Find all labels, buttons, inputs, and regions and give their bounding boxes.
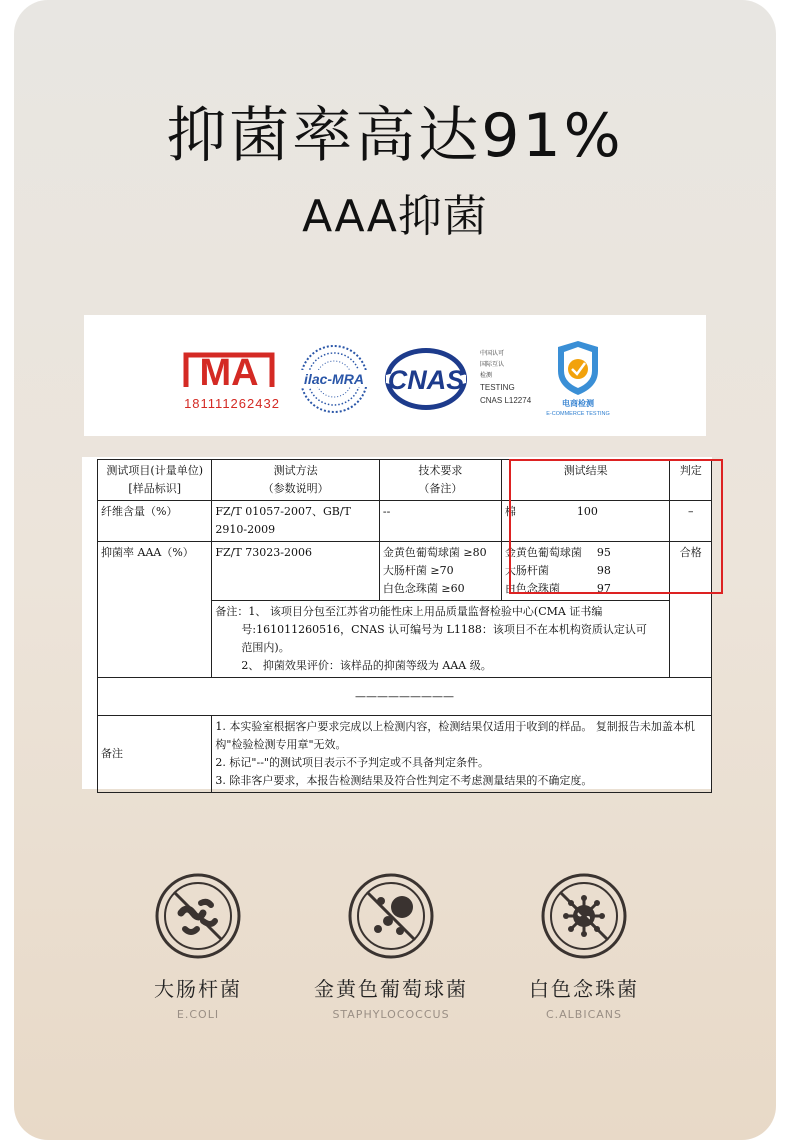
bacteria-name-cn: 金黄色葡萄球菌 [314, 977, 468, 1001]
test-report [82, 457, 712, 789]
row1-item: 纤维含量（%） [98, 501, 212, 542]
cnas-note [480, 349, 532, 405]
bacteria-item-staphylococcus [311, 873, 471, 1021]
row1-method: FZ/T 01057-2007、GB/T 2910-2009 [212, 501, 379, 542]
header-judge: 判定 [670, 460, 712, 501]
bacteria-item-ecoli [118, 873, 278, 1021]
ecom-cn: 电商检测 [562, 399, 594, 408]
cnas-text: CNAS [387, 365, 465, 395]
svg-text:中国认可: 中国认可 [480, 351, 505, 357]
headline: 抑菌率高达91% [166, 101, 624, 171]
header-method: 测试方法 （参数说明） [212, 460, 379, 501]
bacteria-name-en: STAPHYLOCOCCUS [332, 1008, 450, 1021]
bacteria-name-cn: 白色念珠菌 [529, 977, 639, 1001]
cma-number: 181111262432 [184, 396, 280, 411]
row1-req: -- [379, 501, 501, 542]
svg-text:检测: 检测 [480, 373, 493, 379]
svg-text:CNAS L12274: CNAS L12274 [480, 396, 532, 405]
svg-text:TESTING: TESTING [480, 383, 515, 392]
header-req: 技术要求 （备注） [379, 460, 501, 501]
ecommerce-testing-logo [546, 341, 609, 417]
cnas-logo [385, 348, 467, 410]
candida-icon [541, 873, 627, 959]
row2-judge: 合格 [670, 542, 712, 678]
row1-judge: – [670, 501, 712, 542]
subheadline: AAA抑菌 [302, 191, 488, 242]
cma-logo [184, 352, 280, 411]
bacteria-name-cn: 大肠杆菌 [154, 977, 242, 1001]
header-result: 测试结果 [501, 460, 670, 501]
ecom-en: E-COMMERCE TESTING [546, 411, 610, 417]
notes-label: 备注 [98, 716, 212, 793]
ilac-text: ilac-MRA [304, 371, 364, 387]
poster-card [14, 0, 776, 1140]
bacteria-item-candida [504, 873, 664, 1021]
result-highlight-box [509, 459, 723, 594]
row2-method: FZ/T 73023-2006 [212, 542, 379, 601]
e-coli-icon [155, 873, 241, 959]
cma-text: MA [199, 352, 259, 394]
row2-item: 抑菌率 AAA（%） [98, 542, 212, 678]
row2-req: 金黄色葡萄球菌 ≥80 大肠杆菌 ≥70 白色念珠菌 ≥60 [379, 542, 501, 601]
bacteria-name-en: C.ALBICANS [545, 1008, 623, 1021]
row2-remark: 备注：1、 该项目分包至江苏省功能性床上用品质量监督检验中心(CMA 证书编 号:161011260516，CNAS 认可编号为 L1188：该项目不在本机构资质认定认可 范围内)。 2、 抑菌效果评价：该样品的抑菌等级为 AAA 级。 [212, 601, 670, 678]
notes: 1. 本实验室根据客户要求完成以上检测内容，检测结果仅适用于收到的样品。 复制报告未加盖本机构"检验检测专用章"无效。 2. 标记"--"的测试项目表示不予判定或不具备判定条件。 3. 除非客户要求，本报告检测结果及符合性判定不考虑测量结果的不确定度。 [212, 716, 712, 793]
certification-logos [84, 315, 706, 436]
row2-results: 金黄色葡萄球菌 95 大肠杆菌 98 白色念珠菌 97 [501, 542, 670, 601]
svg-text:国际互认: 国际互认 [480, 362, 505, 368]
row1-result: 棉 100 [501, 501, 670, 542]
staphylococcus-icon [348, 873, 434, 959]
ilac-mra-logo [298, 346, 370, 412]
bacteria-name-en: E.COLI [176, 1008, 220, 1021]
separator-row: ————————— [98, 678, 712, 716]
header-item: 测试项目(计量单位) [样品标识] [98, 460, 212, 501]
